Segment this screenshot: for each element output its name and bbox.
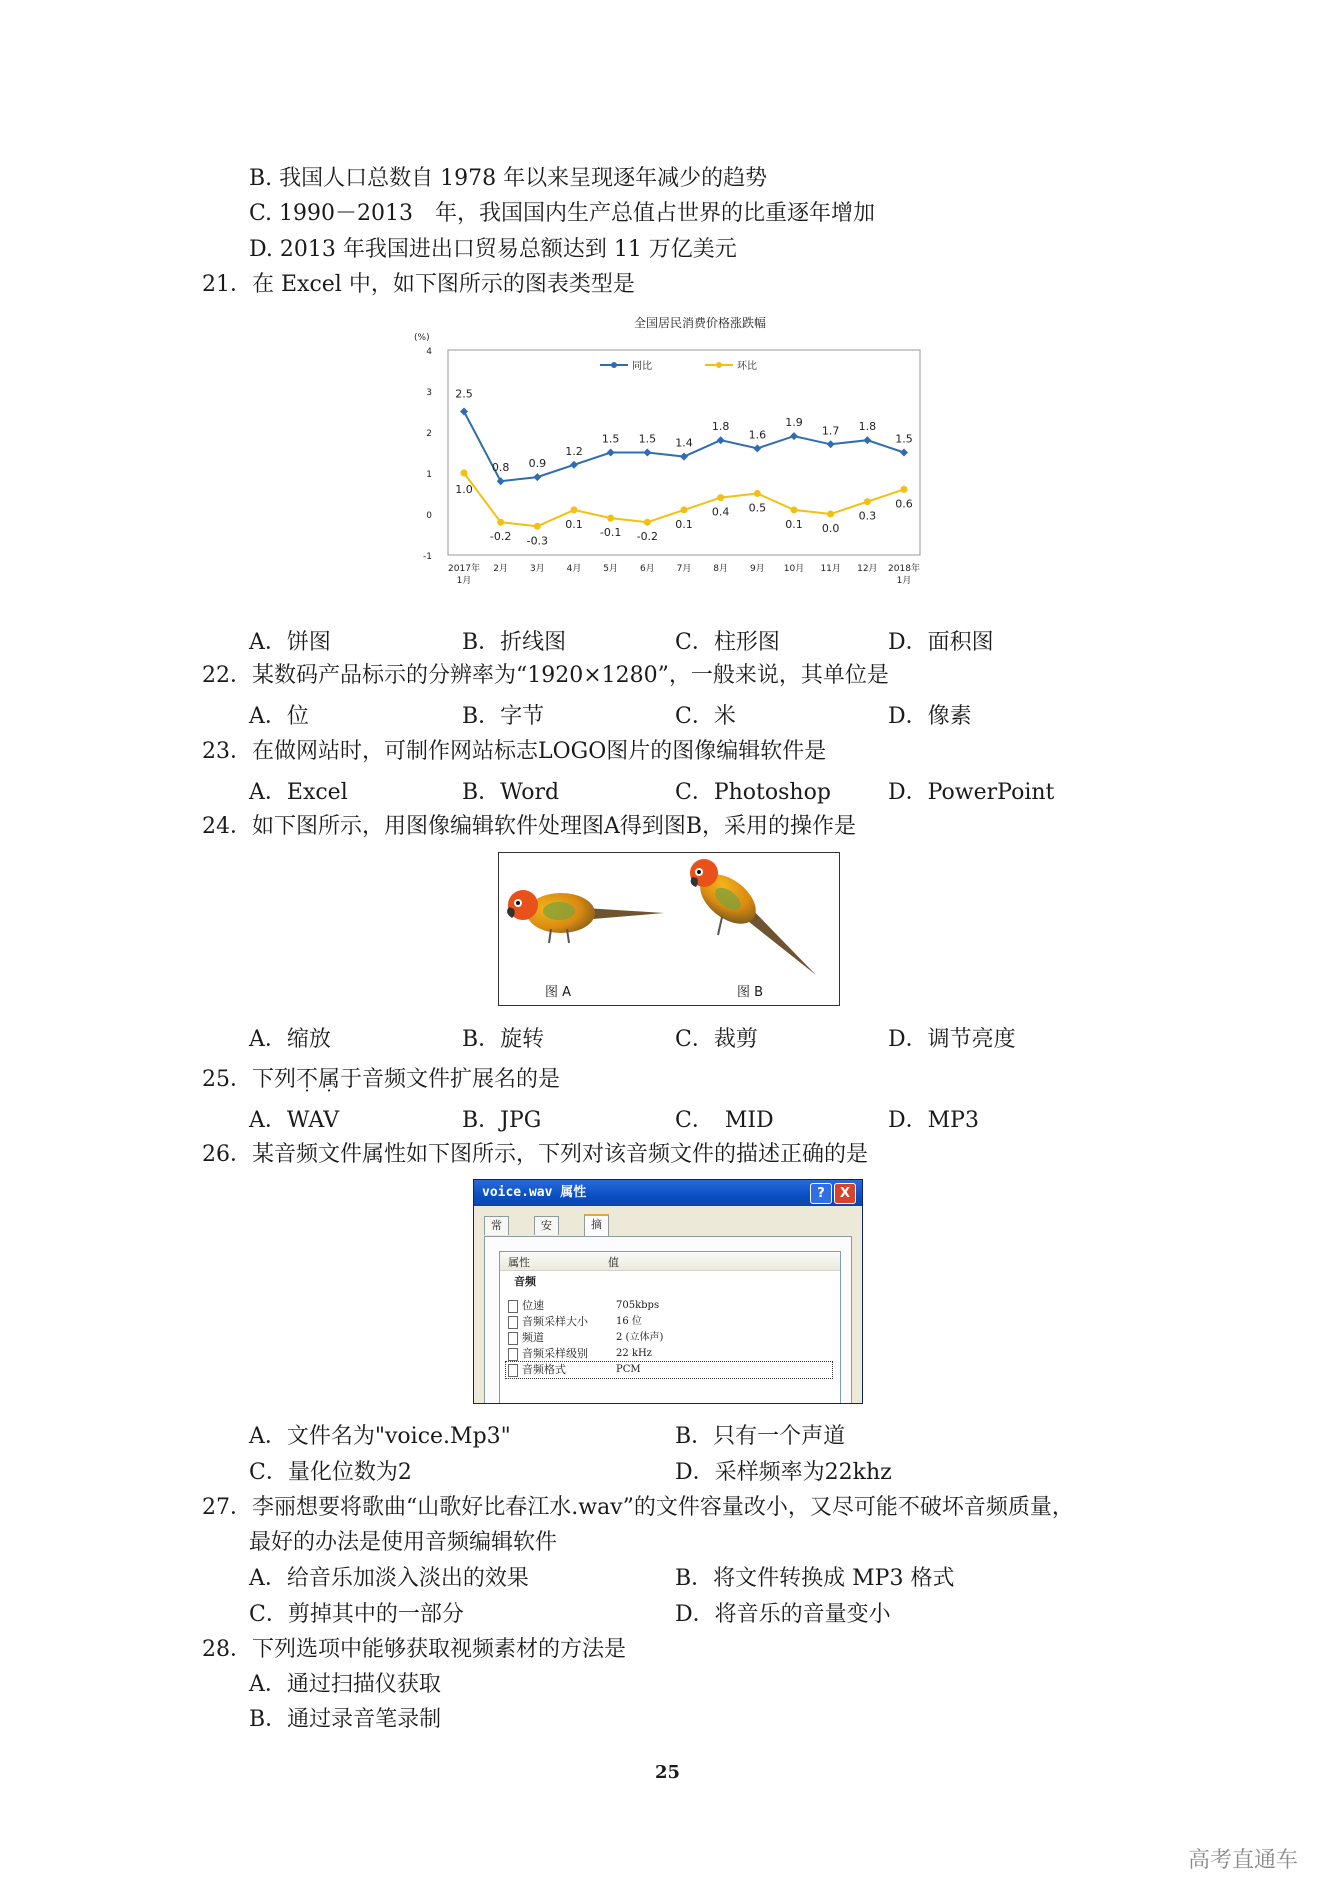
- q27-option-c: C．剪掉其中的一部分: [249, 1602, 464, 1627]
- y-tick-label: 1: [426, 470, 432, 480]
- help-button[interactable]: ?: [810, 1183, 832, 1204]
- q21-option-a: A．饼图: [249, 630, 331, 655]
- data-label: 1.0: [455, 483, 473, 496]
- q25-text-post: 于音频文件扩展名的是: [340, 1067, 561, 1092]
- q28-option-b: B．通过录音笔录制: [249, 1707, 442, 1732]
- watermark: 高考直通车: [1188, 1848, 1299, 1873]
- parrot-b-image: [684, 855, 834, 985]
- data-point: [717, 494, 724, 501]
- property-row[interactable]: [506, 1330, 832, 1346]
- y-tick-label: 4: [426, 347, 432, 357]
- q20-option-d: D. 2013 年我国进出口贸易总额达到 11 万亿美元: [249, 237, 737, 262]
- x-tick-label: 8月: [713, 564, 729, 574]
- parrot-figure: [498, 852, 840, 1006]
- q25-stem: [202, 1065, 560, 1095]
- summary-panel: [484, 1236, 852, 1404]
- page-number: 25: [655, 1762, 681, 1783]
- y-tick-label: 3: [426, 388, 432, 398]
- column-value[interactable]: 值: [608, 1256, 619, 1269]
- property-key: 音频格式: [522, 1363, 566, 1376]
- data-point: [680, 453, 688, 461]
- q22-option-d: D．像素: [888, 704, 972, 729]
- q26-option-d: D．采样频率为22khz: [675, 1460, 892, 1485]
- q21-option-b: B．折线图: [462, 630, 567, 655]
- data-label: -0.1: [599, 526, 622, 540]
- data-point: [644, 519, 651, 526]
- q26-option-c: C．量化位数为2: [249, 1460, 412, 1485]
- file-icon: [508, 1348, 518, 1361]
- q20-option-c: C. 1990－2013 年，我国国内生产总值占世界的比重逐年增加: [249, 201, 876, 226]
- parrot-a-image: [499, 853, 669, 973]
- data-label: 0.4: [711, 505, 730, 519]
- property-value: 2 (立体声): [616, 1332, 664, 1343]
- q24-stem: 24．如下图所示，用图像编辑软件处理图A得到图B，采用的操作是: [202, 814, 857, 839]
- property-row[interactable]: [506, 1346, 832, 1362]
- data-point: [827, 511, 834, 518]
- q23-option-a: A．Excel: [249, 780, 348, 805]
- data-label: 2.5: [455, 387, 473, 401]
- q27-option-d: D．将音乐的音量变小: [675, 1602, 891, 1627]
- q23-option-c: C．Photoshop: [675, 780, 831, 805]
- chart-ylabel: (%): [414, 333, 430, 343]
- property-row[interactable]: [506, 1362, 832, 1378]
- q27-stem-line1: 27．李丽想要将歌曲“山歌好比春江水.wav”的文件容量改小，又尽可能不破坏音频质量，: [202, 1495, 1074, 1520]
- data-point: [753, 444, 761, 452]
- data-point: [754, 490, 761, 497]
- property-key: 音频采样大小: [522, 1315, 588, 1328]
- x-tick-label: 12月: [857, 564, 878, 574]
- list-header: [500, 1252, 840, 1271]
- tab-summary[interactable]: 摘: [584, 1214, 609, 1237]
- q22-option-a: A．位: [249, 704, 309, 729]
- q21-option-d: D．面积图: [888, 630, 994, 655]
- property-value: PCM: [616, 1364, 641, 1375]
- data-label: -0.3: [526, 534, 549, 548]
- group-audio: 音频: [514, 1275, 536, 1288]
- cpi-line-chart: [400, 310, 940, 600]
- data-label: 0.0: [821, 522, 840, 535]
- property-row[interactable]: [506, 1314, 832, 1330]
- q25-option-a: A．WAV: [249, 1108, 340, 1133]
- x-tick-label: 1月: [456, 576, 472, 586]
- data-point: [900, 449, 908, 457]
- q23-option-d: D．PowerPoint: [888, 780, 1055, 805]
- data-label: 1.6: [748, 428, 767, 442]
- file-icon: [508, 1364, 518, 1377]
- q24-option-a: A．缩放: [249, 1027, 331, 1052]
- q26-stem: 26．某音频文件属性如下图所示，下列对该音频文件的描述正确的是: [202, 1142, 868, 1167]
- q25-emphasis-1: 不: [296, 1067, 319, 1092]
- data-label: 0.1: [675, 517, 693, 531]
- fig-b-caption: 图 B: [737, 985, 764, 1000]
- x-tick-label: 11月: [820, 564, 841, 574]
- data-label: 1.5: [601, 432, 620, 446]
- property-row[interactable]: [506, 1298, 832, 1314]
- x-tick-label: 2017年: [448, 564, 480, 574]
- q25-text-pre: 下列: [252, 1067, 297, 1092]
- q21-option-c: C．柱形图: [675, 630, 780, 655]
- data-label: 0.1: [785, 517, 803, 531]
- q25-number: 25．: [202, 1067, 252, 1092]
- data-point: [681, 506, 688, 513]
- data-label: 0.5: [748, 501, 767, 515]
- q27-option-a: A．给音乐加淡入淡出的效果: [249, 1566, 529, 1591]
- data-point: [497, 519, 504, 526]
- x-tick-label: 1月: [896, 576, 912, 586]
- legend-series-1: 同比: [632, 361, 652, 372]
- tab-general[interactable]: 常: [484, 1216, 509, 1235]
- q28-stem: 28．下列选项中能够获取视频素材的方法是: [202, 1637, 626, 1662]
- chart-title: 全国居民消费价格涨跌幅: [633, 316, 767, 330]
- property-value: 22 kHz: [616, 1348, 652, 1359]
- y-tick-label: 0: [426, 511, 432, 521]
- q27-option-b: B．将文件转换成 MP3 格式: [675, 1566, 955, 1591]
- q25-emphasis-2: 属: [318, 1067, 341, 1092]
- data-label: 1.7: [821, 424, 840, 438]
- x-tick-label: 7月: [676, 564, 692, 574]
- data-point: [643, 449, 651, 457]
- data-label: 0.1: [565, 517, 583, 531]
- q24-option-b: B．旋转: [462, 1027, 545, 1052]
- x-tick-label: 10月: [783, 564, 805, 574]
- file-icon: [508, 1332, 518, 1345]
- q22-stem: 22．某数码产品标示的分辨率为“1920×1280”，一般来说，其单位是: [202, 663, 889, 688]
- q22-option-c: C．米: [675, 704, 736, 729]
- data-label: 1.4: [675, 436, 693, 450]
- q21-stem: 21．在 Excel 中，如下图所示的图表类型是: [202, 272, 635, 297]
- dialog-titlebar: [474, 1180, 862, 1206]
- q24-option-c: C．裁剪: [675, 1027, 758, 1052]
- property-list: [499, 1251, 841, 1404]
- data-point: [571, 506, 578, 513]
- data-point: [533, 473, 541, 481]
- q20-option-b: B. 我国人口总数自 1978 年以来呈现逐年减少的趋势: [249, 166, 768, 191]
- data-point: [790, 432, 798, 440]
- x-tick-label: 2018年: [888, 564, 920, 574]
- property-value: 16 位: [616, 1316, 642, 1327]
- x-tick-label: 2月: [493, 564, 509, 574]
- data-point: [863, 436, 871, 444]
- q23-option-b: B．Word: [462, 780, 560, 805]
- data-point: [901, 486, 908, 493]
- file-icon: [508, 1300, 518, 1313]
- data-label: -0.2: [489, 530, 512, 544]
- y-tick-label: -1: [423, 552, 432, 562]
- q25-option-b: B．JPG: [462, 1108, 542, 1133]
- data-label: 1.5: [895, 432, 913, 446]
- x-tick-label: 6月: [639, 564, 655, 574]
- properties-dialog: [473, 1179, 863, 1404]
- data-point: [607, 515, 614, 522]
- legend-series-2: 环比: [737, 361, 757, 372]
- property-key: 音频采样级别: [522, 1347, 588, 1360]
- q27-stem-line2: 最好的办法是使用音频编辑软件: [249, 1530, 558, 1555]
- data-label: 1.2: [565, 444, 583, 458]
- column-property[interactable]: 属性: [508, 1256, 530, 1269]
- close-button[interactable]: X: [834, 1183, 856, 1204]
- q25-option-d: D．MP3: [888, 1108, 979, 1133]
- data-label: -0.2: [636, 530, 659, 544]
- q28-option-a: A．通过扫描仪获取: [249, 1672, 441, 1697]
- data-point: [461, 470, 468, 477]
- data-label: 1.8: [711, 420, 730, 434]
- property-value: 705kbps: [616, 1300, 660, 1311]
- fig-a-caption: 图 A: [545, 985, 572, 1000]
- q25-option-c: C． MID: [675, 1108, 774, 1133]
- data-label: 0.3: [858, 509, 877, 523]
- data-point: [570, 461, 578, 469]
- data-label: 1.8: [858, 420, 877, 434]
- tab-security[interactable]: 安: [534, 1216, 559, 1235]
- q22-option-b: B．字节: [462, 704, 545, 729]
- x-tick-label: 3月: [529, 564, 545, 574]
- q26-option-b: B．只有一个声道: [675, 1424, 846, 1449]
- data-point: [607, 449, 615, 457]
- q23-stem: 23．在做网站时，可制作网站标志LOGO图片的图像编辑软件是: [202, 739, 827, 764]
- q26-option-a: A．文件名为"voice.Mp3": [249, 1424, 511, 1449]
- data-point: [791, 506, 798, 513]
- q24-option-d: D．调节亮度: [888, 1027, 1016, 1052]
- x-tick-label: 5月: [603, 564, 619, 574]
- data-label: 1.5: [638, 432, 657, 446]
- data-point: [717, 436, 725, 444]
- data-label: 0.9: [528, 457, 547, 471]
- x-tick-label: 4月: [566, 564, 582, 574]
- x-tick-label: 9月: [749, 564, 765, 574]
- data-label: 0.8: [491, 461, 510, 475]
- property-key: 位速: [522, 1299, 544, 1312]
- data-point: [497, 477, 505, 485]
- data-label: 1.9: [785, 416, 803, 430]
- data-point: [864, 498, 871, 505]
- property-key: 频道: [522, 1331, 544, 1344]
- data-label: 0.6: [895, 497, 913, 511]
- y-tick-label: 2: [426, 429, 432, 439]
- data-point: [534, 523, 541, 530]
- data-point: [827, 440, 835, 448]
- file-icon: [508, 1316, 518, 1329]
- dialog-title: voice.wav 属性: [482, 1185, 587, 1200]
- data-point: [460, 408, 468, 416]
